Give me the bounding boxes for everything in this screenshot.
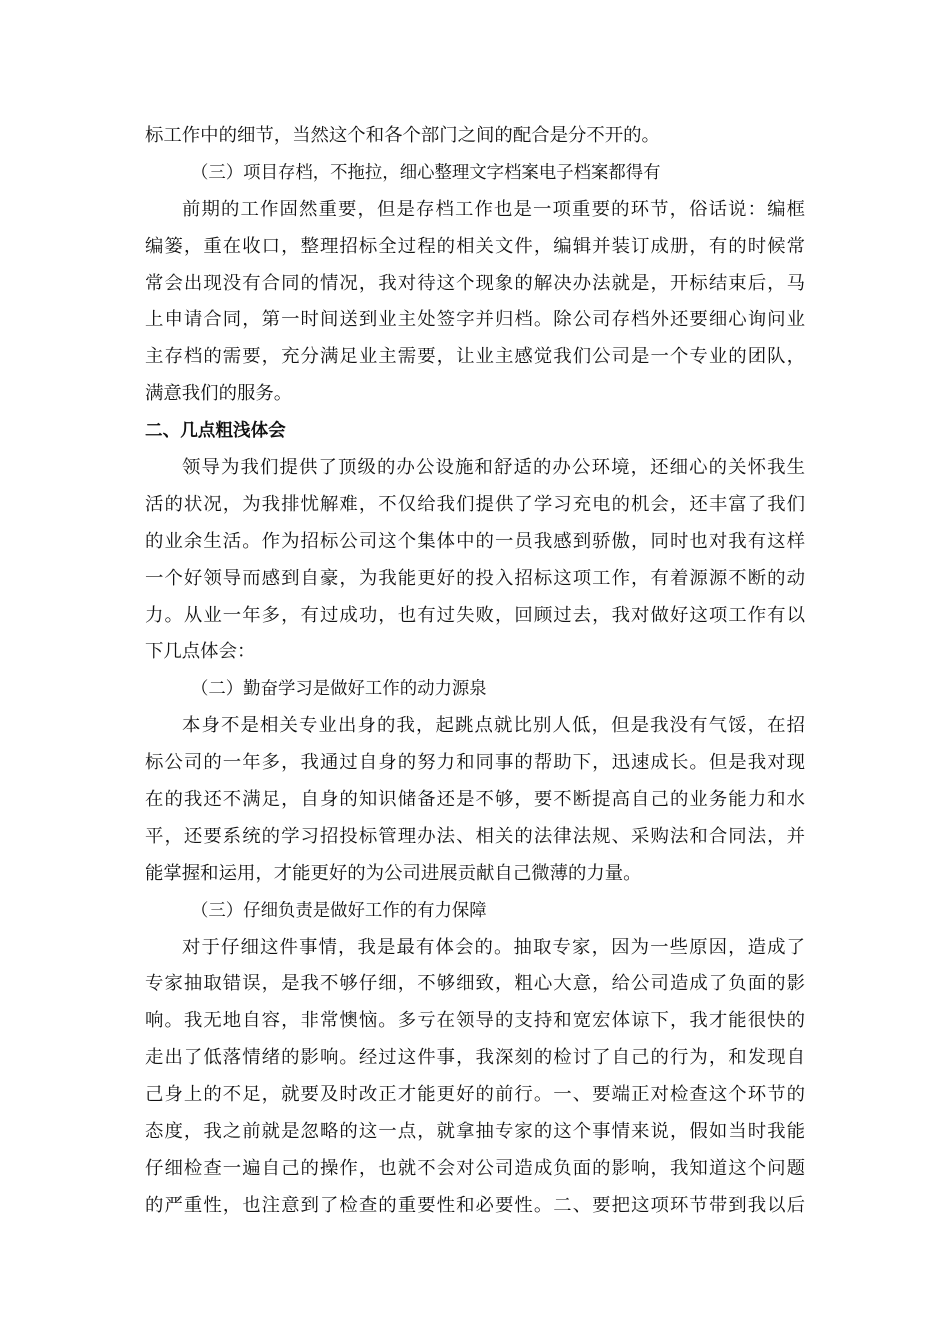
text-line: 下几点体会：: [145, 641, 256, 663]
text-line: 能掌握和运用，才能更好的为公司进展贡献自己微薄的力量。: [145, 862, 642, 884]
text-line: （二）勤奋学习是做好工作的动力源泉: [191, 679, 487, 700]
text-line: 上申请合同，第一时间送到业主处签字并归档。除公司存档外还要细心询问业: [145, 309, 805, 331]
text-line: 主存档的需要，充分满足业主需要，让业主感觉我们公司是一个专业的团队，: [145, 346, 805, 368]
text-line: 本身不是相关专业出身的我，起跳点就比别人低，但是我没有气馁，在招: [182, 715, 805, 737]
text-line: 一个好领导而感到自豪，为我能更好的投入招标这项工作，有着源源不断的动: [145, 567, 805, 589]
text-line: 在的我还不满足，自身的知识储备还是不够，要不断提高自己的业务能力和水: [145, 789, 805, 811]
text-line: 己身上的不足，就要及时改正才能更好的前行。一、要端正对检查这个环节的: [145, 1084, 805, 1106]
text-line: 对于仔细这件事情，我是最有体会的。抽取专家，因为一些原因，造成了: [182, 936, 805, 958]
text-line: 编篓，重在收口，整理招标全过程的相关文件，编辑并装订成册，有的时候常: [145, 235, 805, 257]
text-line: 常会出现没有合同的情况，我对待这个现象的解决办法就是，开标结束后，马: [145, 272, 805, 294]
text-line: 专家抽取错误，是我不够仔细，不够细致，粗心大意，给公司造成了负面的影: [145, 973, 805, 995]
text-line: 态度，我之前就是忽略的这一点，就拿抽专家的这个事情来说，假如当时我能: [145, 1121, 805, 1143]
document-page: [145, 118, 805, 1225]
section-heading: 二、几点粗浅体会: [145, 421, 286, 442]
text-line: 活的状况，为我排忧解难，不仅给我们提供了学习充电的机会，还丰富了我们: [145, 493, 805, 515]
text-line: 响。我无地自容，非常懊恼。多亏在领导的支持和宽宏体谅下，我才能很快的: [145, 1010, 805, 1032]
text-line: 仔细检查一遍自己的操作，也就不会对公司造成负面的影响，我知道这个问题: [145, 1157, 805, 1179]
text-line: 力。从业一年多，有过成功，也有过失败，回顾过去，我对做好这项工作有以: [145, 604, 805, 626]
text-line: （三）仔细负责是做好工作的有力保障: [191, 900, 487, 921]
text-line: 前期的工作固然重要，但是存档工作也是一项重要的环节，俗话说：编框: [182, 198, 805, 220]
text-line: 的业余生活。作为招标公司这个集体中的一员我感到骄傲，同时也对我有这样: [145, 530, 805, 552]
text-line: 领导为我们提供了顶级的办公设施和舒适的办公环境，还细心的关怀我生: [182, 457, 805, 479]
text-line: 标工作中的细节，当然这个和各个部门之间的配合是分不开的。: [145, 125, 660, 146]
text-line: 走出了低落情绪的影响。经过这件事，我深刻的检讨了自己的行为，和发现自: [145, 1047, 805, 1069]
text-line: 满意我们的服务。: [145, 383, 293, 405]
text-line: 标公司的一年多，我通过自身的努力和同事的帮助下，迅速成长。但是我对现: [145, 752, 805, 774]
text-line: （三）项目存档，不拖拉，细心整理文字档案电子档案都得有: [191, 162, 661, 183]
text-line: 平，还要系统的学习招投标管理办法、相关的法律法规、采购法和合同法，并: [145, 825, 805, 847]
text-line: 的严重性，也注意到了检查的重要性和必要性。二、要把这项环节带到我以后: [145, 1194, 805, 1216]
